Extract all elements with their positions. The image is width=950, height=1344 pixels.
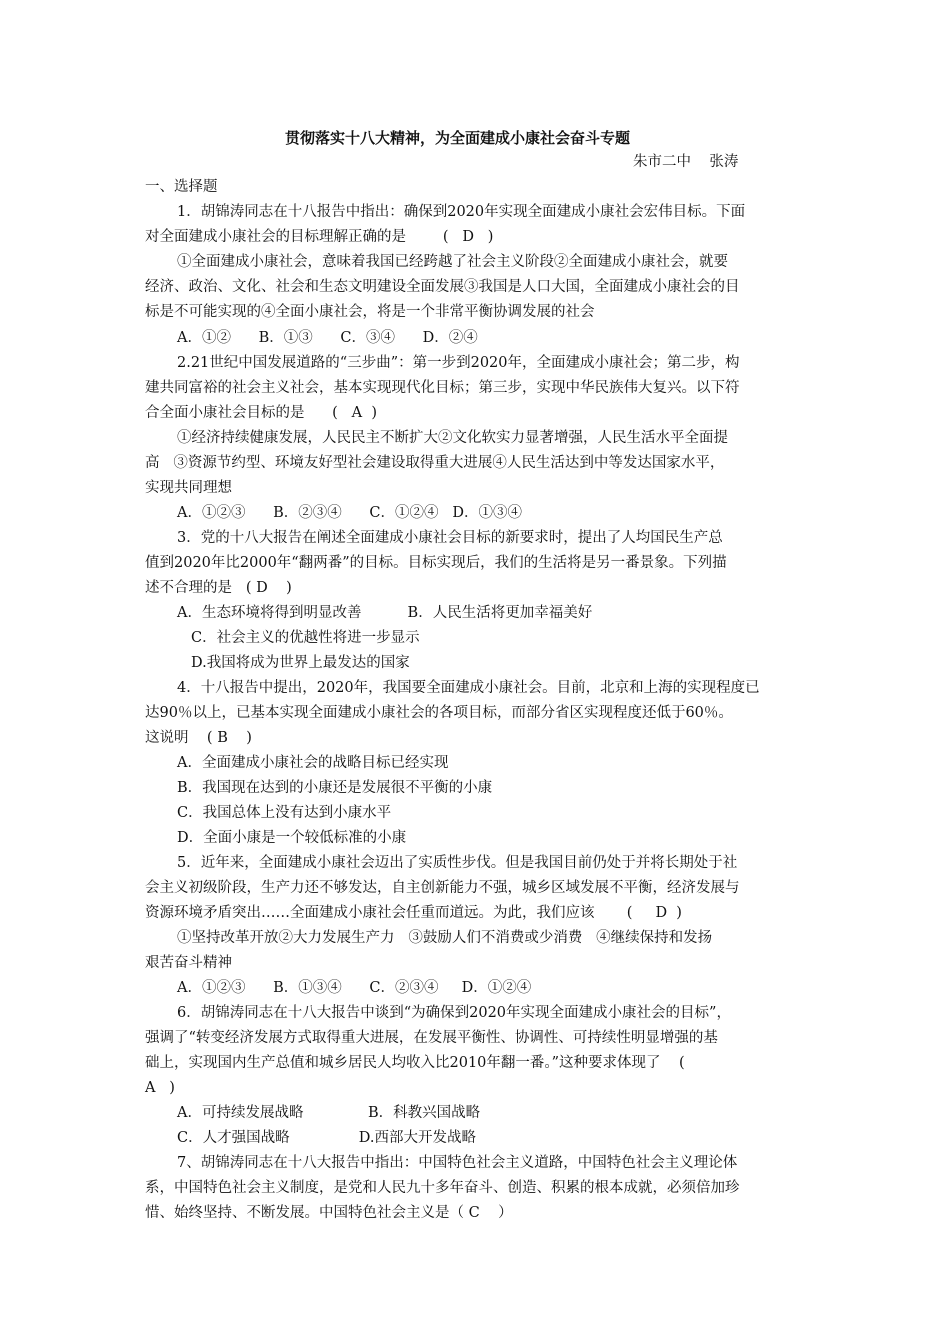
q6-options-ab: A．可持续发展战略 B．科教兴国战略 [177, 1105, 481, 1121]
q6-line-2: 强调了“转变经济发展方式取得重大进展，在发展平衡性、协调性、可持续性明显增强的基 [145, 1030, 718, 1046]
q4-option-d: D．全面小康是一个较低标准的小康 [177, 830, 407, 846]
doc-author: 朱市二中 张涛 [633, 154, 739, 170]
section-heading: 一、选择题 [145, 179, 218, 195]
q3-option-d: D.我国将成为世界上最发达的国家 [191, 655, 410, 671]
q6-line-4: A ) [145, 1080, 175, 1096]
q6-line-1: 6．胡锦涛同志在十八大报告中谈到“为确保到2020年实现全面建成小康社会的目标”， [177, 1005, 731, 1021]
q7-line-2: 系，中国特色社会主义制度，是党和人民九十多年奋斗、创造、积累的根本成就，必须倍加珍 [145, 1180, 740, 1196]
q1-line-4: 经济、政治、文化、社会和生态文明建设全面发展③我国是人口大国，全面建成小康社会的目 [145, 279, 740, 295]
q4-option-a: A．全面建成小康社会的战略目标已经实现 [177, 755, 449, 771]
q1-line-5: 标是不可能实现的④全面小康社会，将是一个非常平衡协调发展的社会 [145, 304, 595, 320]
q3-line-1: 3．党的十八大报告在阐述全面建成小康社会目标的新要求时，提出了人均国民生产总 [177, 530, 723, 546]
q4-line-3: 这说明 ( B ) [145, 730, 252, 746]
q5-options: A．①②③ B．①③④ C．②③④ D．①②④ [177, 980, 532, 996]
q2-line-5: 高 ③资源节约型、环境友好型社会建设取得重大进展④人民生活达到中等发达国家水平， [145, 455, 725, 471]
q3-option-c: C．社会主义的优越性将进一步显示 [191, 630, 420, 646]
q4-option-c: C．我国总体上没有达到小康水平 [177, 805, 392, 821]
q4-line-2: 达90％以上，已基本实现全面建成小康社会的各项目标，而部分省区实现程度还低于60％。 [145, 705, 733, 721]
q1-line-3: ①全面建成小康社会，意味着我国已经跨越了社会主义阶段②全面建成小康社会，就要 [177, 254, 728, 270]
q6-line-3: 础上，实现国内生产总值和城乡居民人均收入比2010年翻一番。”这种要求体现了 ( [145, 1055, 685, 1071]
q1-options: A．①② B．①③ C．③④ D．②④ [177, 330, 478, 346]
doc-title: 贯彻落实十八大精神，为全面建成小康社会奋斗专题 [285, 129, 631, 147]
q1-line-2: 对全面建成小康社会的目标理解正确的是 ( D ) [145, 229, 494, 245]
q1-line-1: 1．胡锦涛同志在十八报告中指出：确保到2020年实现全面建成小康社会宏伟目标。下面 [177, 204, 746, 220]
q6-options-cd: C．人才强国战略 D.西部大开发战略 [177, 1130, 476, 1146]
q4-option-b: B．我国现在达到的小康还是发展很不平衡的小康 [177, 780, 493, 796]
q2-options: A．①②③ B．②③④ C．①②④ D．①③④ [177, 505, 522, 521]
q3-line-3: 述不合理的是 ( D ) [145, 580, 292, 596]
q3-line-2: 值到2020年比2000年“翻两番”的目标。目标实现后，我们的生活将是另一番景象。下列描 [145, 555, 727, 571]
q4-line-1: 4．十八报告中提出，2020年，我国要全面建成小康社会。目前，北京和上海的实现程度已 [177, 680, 760, 696]
q7-line-3: 惜、始终坚持、不断发展。中国特色社会主义是（ C ） [145, 1205, 513, 1221]
q2-line-4: ①经济持续健康发展，人民民主不断扩大②文化软实力显著增强，人民生活水平全面提 [177, 430, 728, 446]
q5-line-5: 艰苦奋斗精神 [145, 955, 232, 971]
q2-line-1: 2.21世纪中国发展道路的“三步曲”：第一步到2020年，全面建成小康社会；第二步，构 [177, 355, 740, 371]
q3-options-ab: A．生态环境将得到明显改善 B．人民生活将更加幸福美好 [177, 605, 593, 621]
q2-line-3: 合全面小康社会目标的是 ( A ) [145, 405, 377, 421]
q2-line-2: 建共同富裕的社会主义社会，基本实现现代化目标；第三步，实现中华民族伟大复兴。以下符 [145, 380, 740, 396]
q5-line-2: 会主义初级阶段，生产力还不够发达，自主创新能力不强，城乡区域发展不平衡，经济发展与 [145, 880, 740, 896]
q5-line-3: 资源环境矛盾突出……全面建成小康社会任重而道远。为此，我们应该 ( D ) [145, 905, 682, 921]
q5-line-1: 5．近年来，全面建成小康社会迈出了实质性步伐。但是我国目前仍处于并将长期处于社 [177, 855, 738, 871]
q5-line-4: ①坚持改革开放②大力发展生产力 ③鼓励人们不消费或少消费 ④继续保持和发扬 [177, 930, 713, 946]
q7-line-1: 7、胡锦涛同志在十八大报告中指出：中国特色社会主义道路，中国特色社会主义理论体 [177, 1155, 738, 1171]
q2-line-6: 实现共同理想 [145, 480, 232, 496]
